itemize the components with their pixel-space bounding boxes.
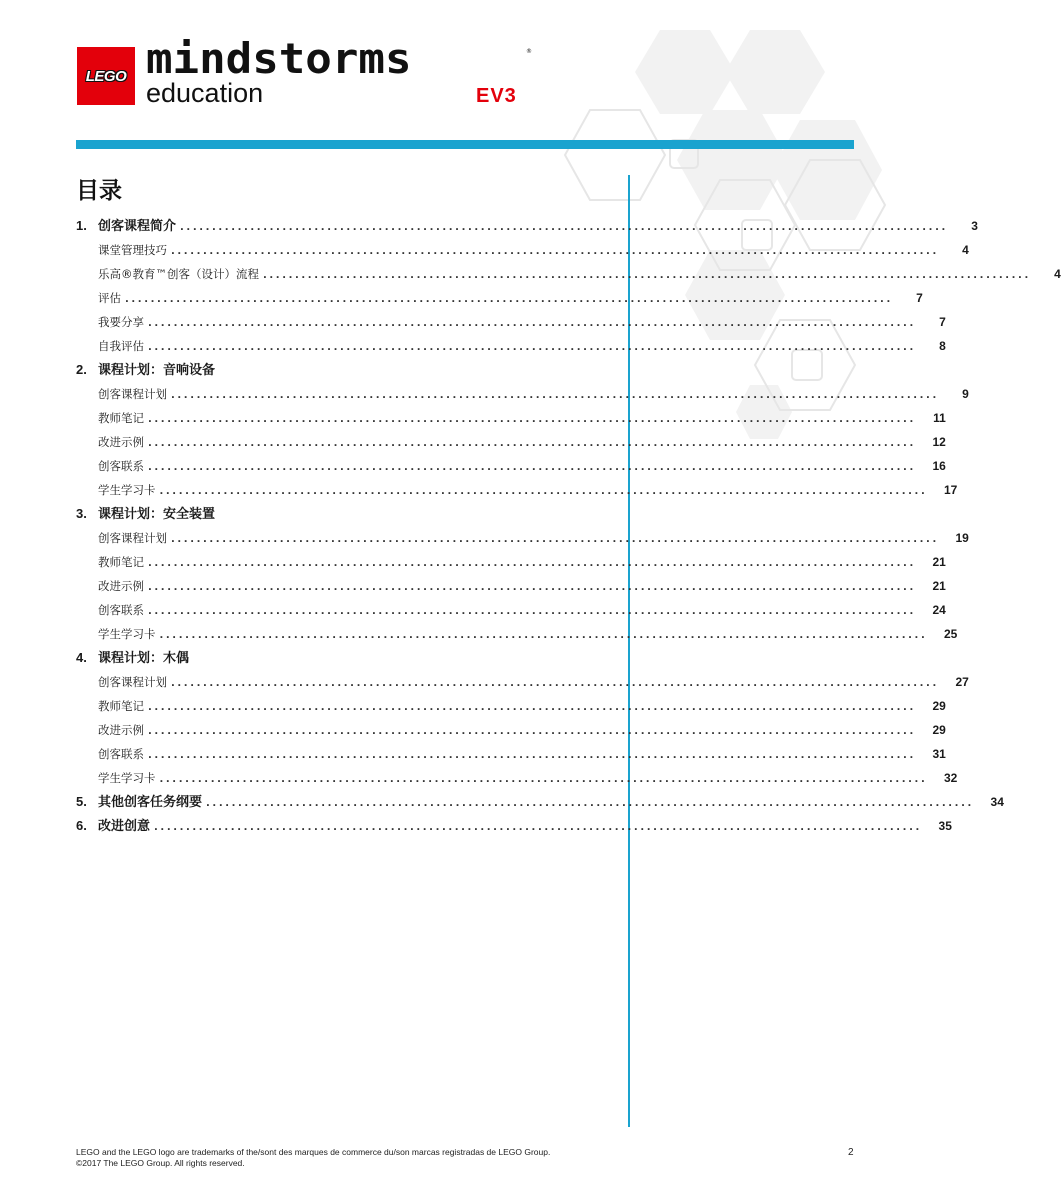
- toc-dot-leader: ........................................................................................................................: [263, 270, 1031, 281]
- toc-section-entry[interactable]: [76, 502, 609, 526]
- toc-entry-label: 创客课程计划: [98, 387, 167, 401]
- toc-subsection-entry[interactable]: [76, 310, 946, 334]
- footer-trademark-line: LEGO and the LEGO logo are trademarks of the/sont des marques de commerce du/son marcas registradas de LEGO Group.: [76, 1147, 551, 1157]
- registered-mark: ®: [526, 48, 532, 55]
- toc-entry-page-number: 11: [933, 411, 946, 425]
- toc-entry-page-number: 9: [962, 387, 969, 401]
- toc-subsection-entry[interactable]: [76, 430, 946, 454]
- toc-dot-leader: ........................................................................................................................: [148, 318, 916, 329]
- footer-copyright-line: ©2017 The LEGO Group. All rights reserved.: [76, 1158, 245, 1168]
- toc-subsection-entry[interactable]: [76, 694, 946, 718]
- toc-entry-label: 自我评估: [98, 339, 144, 353]
- toc-entry-label: 创客联系: [98, 459, 144, 473]
- toc-entry-page-number: 21: [932, 555, 946, 569]
- toc-title: 目录: [76, 178, 122, 204]
- toc-entry-page-number: 27: [955, 675, 969, 689]
- toc-entry-page-number: 19: [955, 531, 969, 545]
- toc-dot-leader: ........................................................................................................................: [148, 582, 916, 593]
- toc-dot-leader: ........................................................................................................................: [148, 606, 916, 617]
- toc-entry-page-number: 4: [1054, 267, 1061, 281]
- toc-subsection-entry[interactable]: [76, 406, 946, 430]
- ev3-wordmark: EV3: [476, 85, 517, 107]
- toc-entry-label: 评估: [98, 291, 121, 305]
- lego-logo: [77, 47, 135, 105]
- toc-entry-page-number: 21: [932, 579, 946, 593]
- toc-dot-leader: ........................................................................................................................: [148, 438, 916, 449]
- toc-subsection-entry[interactable]: [76, 622, 958, 646]
- toc-entry-page-number: 7: [939, 315, 946, 329]
- toc-entry-number: 5.: [76, 794, 87, 809]
- toc-subsection-entry[interactable]: [76, 766, 958, 790]
- toc-entry-label: 课程计划：音响设备: [98, 363, 216, 378]
- toc-entry-label: 创客课程计划: [98, 531, 167, 545]
- toc-entry-number: 3.: [76, 506, 87, 521]
- toc-entry-label: 学生学习卡: [98, 483, 156, 497]
- toc-entry-page-number: 29: [932, 723, 946, 737]
- page-number: 2: [848, 1147, 854, 1158]
- toc-dot-leader: ........................................................................................................................: [206, 798, 974, 809]
- toc-entry-label: 改进创意: [98, 819, 151, 834]
- toc-dot-leader: ........................................................................................................................: [148, 702, 916, 713]
- toc-subsection-entry[interactable]: [76, 670, 969, 694]
- toc-entry-label: 学生学习卡: [98, 771, 156, 785]
- toc-subsection-entry[interactable]: [76, 718, 946, 742]
- toc-subsection-entry[interactable]: [76, 478, 958, 502]
- toc-entry-label: 教师笔记: [98, 411, 144, 425]
- toc-entry-label: 教师笔记: [98, 555, 144, 569]
- toc-entry-page-number: 25: [944, 627, 958, 641]
- toc-subsection-entry[interactable]: [76, 550, 946, 574]
- toc-entry-label: 学生学习卡: [98, 627, 156, 641]
- toc-subsection-entry[interactable]: [76, 382, 969, 406]
- toc-subsection-entry[interactable]: [76, 742, 946, 766]
- toc-dot-leader: ........................................................................................................................: [159, 486, 928, 497]
- toc-subsection-entry[interactable]: [76, 238, 969, 262]
- toc-entry-label: 改进示例: [98, 435, 144, 449]
- toc-section-entry[interactable]: [76, 646, 609, 670]
- toc-dot-leader: ........................................................................................................................: [148, 414, 916, 425]
- toc-dot-leader: ........................................................................................................................: [159, 630, 928, 641]
- toc-entry-page-number: 8: [939, 339, 946, 353]
- toc-entry-page-number: 32: [944, 771, 958, 785]
- toc-subsection-entry[interactable]: [76, 334, 946, 358]
- toc-entry-page-number: 35: [938, 819, 952, 833]
- toc-dot-leader: ........................................................................................................................: [148, 750, 916, 761]
- toc-dot-leader: ........................................................................................................................: [154, 822, 922, 833]
- toc-entry-label: 其他创客任务纲要: [98, 795, 203, 810]
- toc-entry-page-number: 3: [971, 219, 978, 233]
- table-of-contents: [76, 214, 1061, 838]
- toc-entry-label: 改进示例: [98, 723, 144, 737]
- toc-subsection-entry[interactable]: [76, 262, 1061, 286]
- toc-dot-leader: ........................................................................................................................: [125, 294, 893, 305]
- toc-subsection-entry[interactable]: [76, 286, 923, 310]
- toc-dot-leader: ........................................................................................................................: [148, 462, 916, 473]
- mindstorms-wordmark: mindstorms: [146, 34, 412, 83]
- toc-entry-label: 教师笔记: [98, 699, 144, 713]
- toc-entry-label: 创客课程计划: [98, 675, 167, 689]
- toc-dot-leader: ........................................................................................................................: [148, 726, 916, 737]
- toc-subsection-entry[interactable]: [76, 526, 969, 550]
- toc-dot-leader: ........................................................................................................................: [171, 390, 939, 401]
- toc-entry-page-number: 4: [962, 243, 969, 257]
- toc-dot-leader: ........................................................................................................................: [148, 342, 916, 353]
- toc-entry-number: 6.: [76, 818, 87, 833]
- toc-dot-leader: ........................................................................................................................: [171, 678, 939, 689]
- footer-legal: [76, 1147, 550, 1169]
- toc-entry-page-number: 24: [932, 603, 946, 617]
- lego-logo-text: LEGO: [85, 67, 127, 85]
- toc-section-entry[interactable]: [76, 358, 609, 382]
- toc-entry-page-number: 34: [990, 795, 1004, 809]
- toc-entry-number: 2.: [76, 362, 87, 377]
- toc-section-entry[interactable]: [76, 790, 1004, 814]
- toc-entry-page-number: 17: [944, 483, 958, 497]
- toc-entry-label: 改进示例: [98, 579, 144, 593]
- header-divider-bar: [76, 140, 854, 149]
- toc-entry-label: 创客联系: [98, 603, 144, 617]
- toc-dot-leader: ........................................................................................................................: [180, 222, 948, 233]
- toc-section-entry[interactable]: [76, 214, 978, 238]
- toc-entry-label: 我要分享: [98, 315, 144, 329]
- toc-entry-label: 课程计划：木偶: [98, 651, 190, 666]
- toc-entry-label: 创客课程简介: [98, 219, 177, 234]
- toc-entry-number: 1.: [76, 218, 87, 233]
- toc-dot-leader: ........................................................................................................................: [171, 534, 939, 545]
- toc-dot-leader: ........................................................................................................................: [171, 246, 939, 257]
- toc-entry-number: 4.: [76, 650, 87, 665]
- toc-subsection-entry[interactable]: [76, 574, 946, 598]
- toc-entry-page-number: 12: [932, 435, 946, 449]
- toc-entry-page-number: 29: [932, 699, 946, 713]
- toc-subsection-entry[interactable]: [76, 598, 946, 622]
- education-wordmark: education: [146, 78, 264, 108]
- toc-dot-leader: ........................................................................................................................: [148, 558, 916, 569]
- toc-entry-label: 课堂管理技巧: [98, 243, 167, 257]
- toc-entry-label: 课程计划：安全装置: [98, 507, 216, 522]
- toc-entry-page-number: 16: [932, 459, 946, 473]
- toc-dot-leader: ........................................................................................................................: [159, 774, 928, 785]
- toc-entry-label: 乐高®教育™创客（设计）流程: [98, 267, 259, 281]
- toc-subsection-entry[interactable]: [76, 454, 946, 478]
- toc-entry-label: 创客联系: [98, 747, 144, 761]
- toc-entry-page-number: 7: [916, 291, 923, 305]
- toc-entry-page-number: 31: [932, 747, 946, 761]
- toc-section-entry[interactable]: [76, 814, 952, 838]
